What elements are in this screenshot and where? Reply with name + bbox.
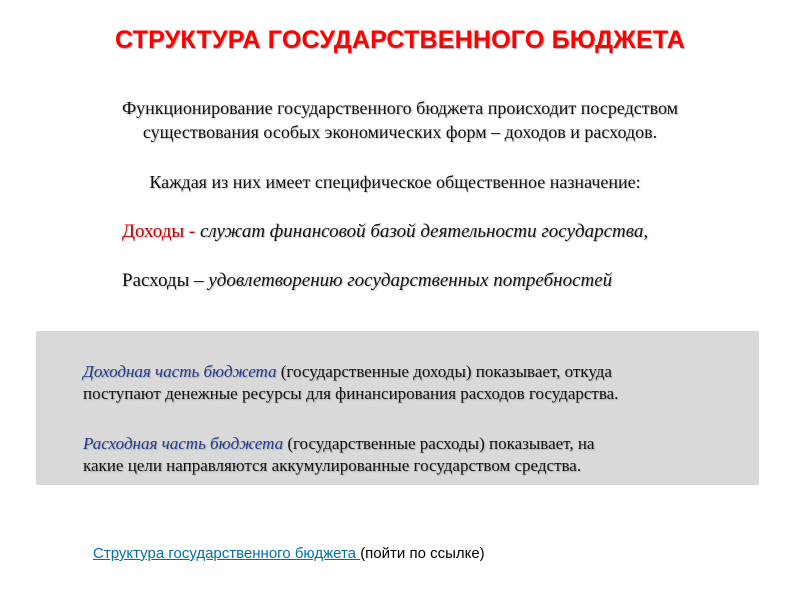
revenue-part-line-1 [83,361,763,383]
intro-line-2: существования особых экономических форм – доходов и расходов. [142,122,658,142]
revenue-part-term: Доходная часть бюджета [83,362,277,381]
purpose-statement: Каждая из них имеет специфическое общественное назначение: [149,172,641,192]
income-definition-text: служат финансовой базой деятельности государства [199,221,644,242]
expenditure-part-paragraph [83,433,763,477]
revenue-part-paragraph [83,361,763,405]
expenditure-part-line-2: какие цели направляются аккумулированные государством средства. [83,456,582,475]
intro-paragraph [40,96,760,144]
revenue-part-text-1: (государственные доходы) показывает, откуда [276,362,612,381]
income-trailing: , [643,221,649,242]
slide-title: СТРУКТУРА ГОСУДАРСТВЕННОГО БЮДЖЕТА [115,26,685,54]
expenditure-part-text-1: (государственные расходы) показывает, на [283,434,595,453]
revenue-part-line-2: поступают денежные ресурсы для финансирования расходов государства. [83,384,619,403]
expenditure-part-term: Расходная часть бюджета [83,434,284,453]
link-suffix: (пойти по ссылке) [360,545,485,562]
expense-term: Расходы [122,270,190,291]
expense-definition-text: удовлетворению государственных потребностей [208,270,613,291]
expenditure-part-line-1 [83,433,763,455]
income-definition [122,221,648,243]
income-term: Доходы [122,221,185,242]
expense-dash: – [189,270,209,291]
link-line [93,545,485,562]
budget-structure-link[interactable]: Структура государственного бюджета [93,545,361,562]
intro-line-1: Функционирование государственного бюджета происходит посредством [121,98,679,118]
expense-definition [122,270,612,292]
income-dash: - [184,221,200,242]
